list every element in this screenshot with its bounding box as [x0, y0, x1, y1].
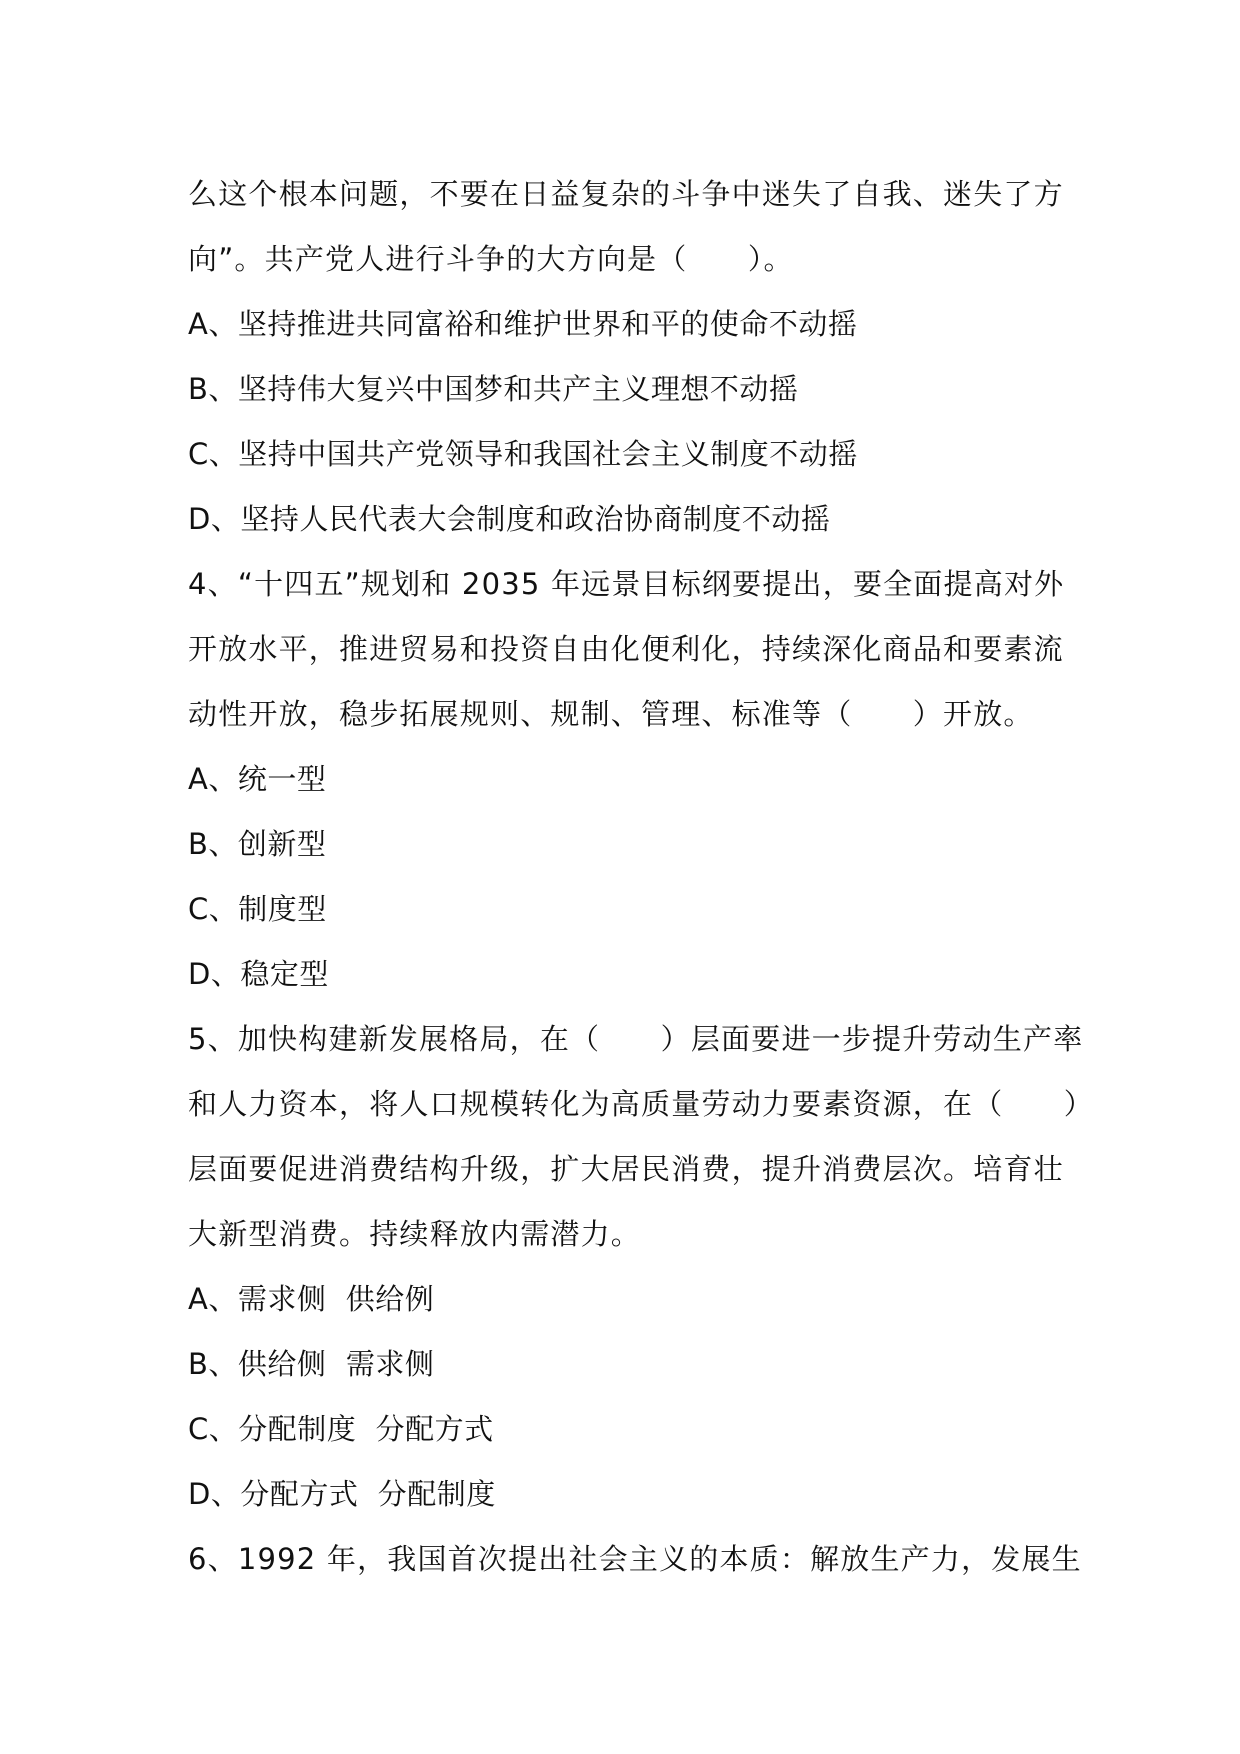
question-4-option-d: D、稳定型	[188, 957, 329, 991]
question-3-text-line-1: 么这个根本问题，不要在日益复杂的斗争中迷失了自我、迷失了方	[188, 177, 1064, 211]
question-3-text-line-2: 向”。共产党人进行斗争的大方向是（ ）。	[188, 242, 794, 276]
question-5-option-d: D、分配方式 分配制度	[188, 1477, 496, 1511]
question-4-text-line-1: 4、“十四五”规划和 2035 年远景目标纲要提出，要全面提高对外	[188, 567, 1065, 601]
question-5-option-b: B、供给侧 需求侧	[188, 1347, 435, 1381]
question-5-text-line-2: 和人力资本，将人口规模转化为高质量劳动力要素资源，在（ ）	[188, 1087, 1095, 1121]
question-3-option-b: B、坚持伟大复兴中国梦和共产主义理想不动摇	[188, 372, 799, 406]
question-3-option-c: C、坚持中国共产党领导和我国社会主义制度不动摇	[188, 437, 858, 471]
question-4-option-a: A、统一型	[188, 762, 327, 796]
question-5-option-a: A、需求侧 供给例	[188, 1282, 435, 1316]
question-5-text-line-4: 大新型消费。持续释放内需潜力。	[188, 1217, 642, 1251]
question-6-text-line-1: 6、1992 年，我国首次提出社会主义的本质：解放生产力，发展生	[188, 1542, 1082, 1576]
question-5-option-c: C、分配制度 分配方式	[188, 1412, 494, 1446]
question-5-text-line-1: 5、加快构建新发展格局，在（ ）层面要进一步提升劳动生产率	[188, 1022, 1084, 1056]
question-4-text-line-3: 动性开放，稳步拓展规则、规制、管理、标准等（ ）开放。	[188, 697, 1034, 731]
question-4-option-c: C、制度型	[188, 892, 327, 926]
question-3-option-a: A、坚持推进共同富裕和维护世界和平的使命不动摇	[188, 307, 858, 341]
question-4-text-line-2: 开放水平，推进贸易和投资自由化便利化，持续深化商品和要素流	[188, 632, 1064, 666]
question-4-option-b: B、创新型	[188, 827, 327, 861]
document-page	[188, 162, 1095, 1592]
question-3-option-d: D、坚持人民代表大会制度和政治协商制度不动摇	[188, 502, 831, 536]
question-5-text-line-3: 层面要促进消费结构升级，扩大居民消费，提升消费层次。培育壮	[188, 1152, 1064, 1186]
